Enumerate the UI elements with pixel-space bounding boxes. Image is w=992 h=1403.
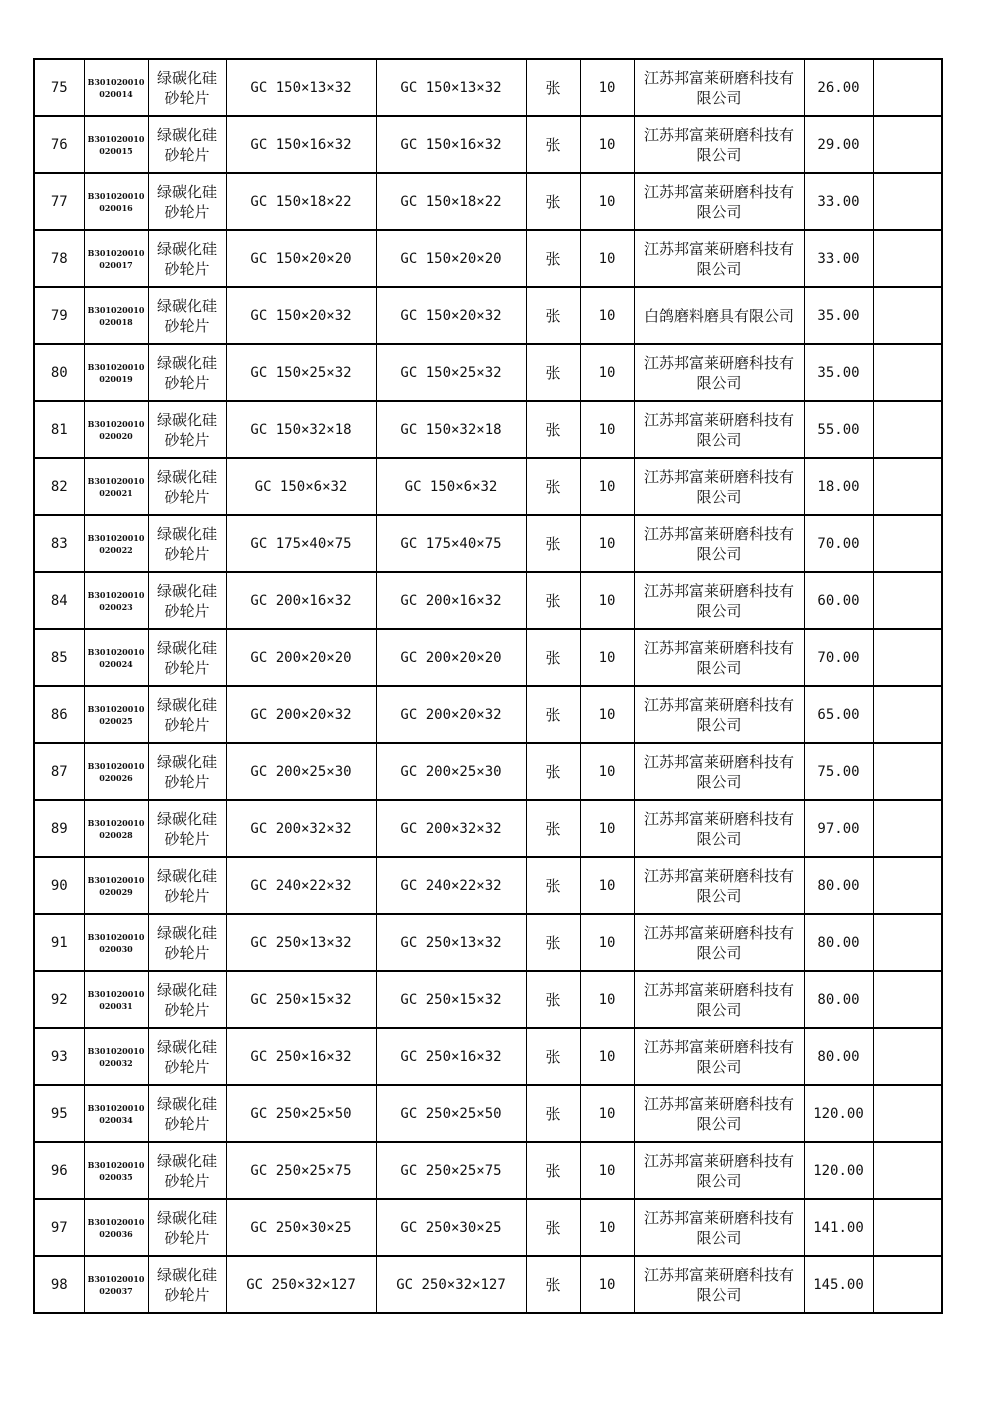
item-code-cell: B301020010020035 — [84, 1142, 148, 1199]
row-number-cell: 79 — [34, 287, 84, 344]
note-cell — [873, 287, 942, 344]
table-row — [34, 59, 942, 116]
table-row — [34, 572, 942, 629]
row-number-cell: 87 — [34, 743, 84, 800]
item-name-cell: 绿碳化硅砂轮片 — [148, 59, 226, 116]
row-number-cell: 77 — [34, 173, 84, 230]
item-name-cell: 绿碳化硅砂轮片 — [148, 173, 226, 230]
model-cell: GC 150×13×32 — [376, 59, 526, 116]
unit-cell: 张 — [526, 686, 580, 743]
unit-cell: 张 — [526, 572, 580, 629]
spec-cell: GC 250×15×32 — [226, 971, 376, 1028]
spec-cell: GC 150×16×32 — [226, 116, 376, 173]
table-row — [34, 857, 942, 914]
spec-cell: GC 200×32×32 — [226, 800, 376, 857]
unit-cell: 张 — [526, 116, 580, 173]
model-cell: GC 250×32×127 — [376, 1256, 526, 1313]
quantity-cell: 10 — [580, 800, 634, 857]
spec-cell: GC 200×25×30 — [226, 743, 376, 800]
note-cell — [873, 116, 942, 173]
spec-cell: GC 150×20×20 — [226, 230, 376, 287]
model-cell: GC 250×15×32 — [376, 971, 526, 1028]
note-cell — [873, 971, 942, 1028]
row-number-cell: 92 — [34, 971, 84, 1028]
vendor-cell: 江苏邦富莱研磨科技有限公司 — [634, 1256, 804, 1313]
note-cell — [873, 1256, 942, 1313]
table-row — [34, 287, 942, 344]
item-code-cell: B301020010020014 — [84, 59, 148, 116]
quantity-cell: 10 — [580, 971, 634, 1028]
price-cell: 60.00 — [804, 572, 873, 629]
item-name-cell: 绿碳化硅砂轮片 — [148, 287, 226, 344]
unit-cell: 张 — [526, 59, 580, 116]
table-row — [34, 116, 942, 173]
model-cell: GC 200×20×20 — [376, 629, 526, 686]
table-row — [34, 173, 942, 230]
item-code-cell: B301020010020026 — [84, 743, 148, 800]
model-cell: GC 250×13×32 — [376, 914, 526, 971]
item-name-cell: 绿碳化硅砂轮片 — [148, 230, 226, 287]
vendor-cell: 江苏邦富莱研磨科技有限公司 — [634, 971, 804, 1028]
table-row — [34, 629, 942, 686]
price-cell: 65.00 — [804, 686, 873, 743]
row-number-cell: 84 — [34, 572, 84, 629]
unit-cell: 张 — [526, 1199, 580, 1256]
item-code-cell: B301020010020034 — [84, 1085, 148, 1142]
unit-cell: 张 — [526, 800, 580, 857]
unit-cell: 张 — [526, 1028, 580, 1085]
note-cell — [873, 1085, 942, 1142]
price-cell: 145.00 — [804, 1256, 873, 1313]
model-cell: GC 200×20×32 — [376, 686, 526, 743]
note-cell — [873, 401, 942, 458]
item-name-cell: 绿碳化硅砂轮片 — [148, 686, 226, 743]
item-code-cell: B301020010020024 — [84, 629, 148, 686]
model-cell: GC 200×32×32 — [376, 800, 526, 857]
vendor-cell: 江苏邦富莱研磨科技有限公司 — [634, 116, 804, 173]
vendor-cell: 江苏邦富莱研磨科技有限公司 — [634, 1085, 804, 1142]
vendor-cell: 江苏邦富莱研磨科技有限公司 — [634, 59, 804, 116]
note-cell — [873, 1028, 942, 1085]
table-row — [34, 344, 942, 401]
model-cell: GC 250×25×75 — [376, 1142, 526, 1199]
vendor-cell: 江苏邦富莱研磨科技有限公司 — [634, 230, 804, 287]
vendor-cell: 江苏邦富莱研磨科技有限公司 — [634, 572, 804, 629]
spec-cell: GC 150×13×32 — [226, 59, 376, 116]
vendor-cell: 江苏邦富莱研磨科技有限公司 — [634, 173, 804, 230]
quantity-cell: 10 — [580, 1199, 634, 1256]
note-cell — [873, 59, 942, 116]
row-number-cell: 86 — [34, 686, 84, 743]
item-name-cell: 绿碳化硅砂轮片 — [148, 458, 226, 515]
item-code-cell: B301020010020025 — [84, 686, 148, 743]
note-cell — [873, 458, 942, 515]
item-name-cell: 绿碳化硅砂轮片 — [148, 971, 226, 1028]
table-row — [34, 515, 942, 572]
note-cell — [873, 515, 942, 572]
vendor-cell: 江苏邦富莱研磨科技有限公司 — [634, 1142, 804, 1199]
price-cell: 141.00 — [804, 1199, 873, 1256]
vendor-cell: 江苏邦富莱研磨科技有限公司 — [634, 458, 804, 515]
unit-cell: 张 — [526, 743, 580, 800]
vendor-cell: 江苏邦富莱研磨科技有限公司 — [634, 857, 804, 914]
price-cell: 18.00 — [804, 458, 873, 515]
quantity-cell: 10 — [580, 458, 634, 515]
table-row — [34, 1142, 942, 1199]
item-code-cell: B301020010020036 — [84, 1199, 148, 1256]
vendor-cell: 江苏邦富莱研磨科技有限公司 — [634, 1028, 804, 1085]
price-cell: 70.00 — [804, 515, 873, 572]
price-cell: 75.00 — [804, 743, 873, 800]
table-row — [34, 1085, 942, 1142]
unit-cell: 张 — [526, 857, 580, 914]
model-cell: GC 175×40×75 — [376, 515, 526, 572]
vendor-cell: 江苏邦富莱研磨科技有限公司 — [634, 515, 804, 572]
row-number-cell: 93 — [34, 1028, 84, 1085]
table-row — [34, 458, 942, 515]
item-name-cell: 绿碳化硅砂轮片 — [148, 914, 226, 971]
row-number-cell: 83 — [34, 515, 84, 572]
quantity-cell: 10 — [580, 59, 634, 116]
spec-cell: GC 250×25×50 — [226, 1085, 376, 1142]
row-number-cell: 85 — [34, 629, 84, 686]
vendor-cell: 白鸽磨料磨具有限公司 — [634, 287, 804, 344]
note-cell — [873, 914, 942, 971]
price-cell: 26.00 — [804, 59, 873, 116]
spec-cell: GC 150×32×18 — [226, 401, 376, 458]
price-table — [33, 58, 943, 1314]
quantity-cell: 10 — [580, 401, 634, 458]
model-cell: GC 250×25×50 — [376, 1085, 526, 1142]
price-cell: 70.00 — [804, 629, 873, 686]
unit-cell: 张 — [526, 971, 580, 1028]
unit-cell: 张 — [526, 458, 580, 515]
unit-cell: 张 — [526, 629, 580, 686]
item-name-cell: 绿碳化硅砂轮片 — [148, 116, 226, 173]
quantity-cell: 10 — [580, 116, 634, 173]
item-name-cell: 绿碳化硅砂轮片 — [148, 344, 226, 401]
spec-cell: GC 250×25×75 — [226, 1142, 376, 1199]
quantity-cell: 10 — [580, 1028, 634, 1085]
item-name-cell: 绿碳化硅砂轮片 — [148, 1028, 226, 1085]
quantity-cell: 10 — [580, 686, 634, 743]
row-number-cell: 82 — [34, 458, 84, 515]
spec-cell: GC 150×25×32 — [226, 344, 376, 401]
price-cell: 29.00 — [804, 116, 873, 173]
unit-cell: 张 — [526, 515, 580, 572]
spec-cell: GC 200×20×32 — [226, 686, 376, 743]
table-row — [34, 230, 942, 287]
quantity-cell: 10 — [580, 173, 634, 230]
table-row — [34, 401, 942, 458]
item-name-cell: 绿碳化硅砂轮片 — [148, 857, 226, 914]
table-row — [34, 1028, 942, 1085]
spec-cell: GC 150×20×32 — [226, 287, 376, 344]
row-number-cell: 97 — [34, 1199, 84, 1256]
vendor-cell: 江苏邦富莱研磨科技有限公司 — [634, 401, 804, 458]
note-cell — [873, 629, 942, 686]
quantity-cell: 10 — [580, 1256, 634, 1313]
spec-cell: GC 250×30×25 — [226, 1199, 376, 1256]
item-code-cell: B301020010020017 — [84, 230, 148, 287]
quantity-cell: 10 — [580, 230, 634, 287]
note-cell — [873, 857, 942, 914]
unit-cell: 张 — [526, 287, 580, 344]
model-cell: GC 150×18×22 — [376, 173, 526, 230]
price-cell: 33.00 — [804, 230, 873, 287]
vendor-cell: 江苏邦富莱研磨科技有限公司 — [634, 743, 804, 800]
model-cell: GC 150×32×18 — [376, 401, 526, 458]
vendor-cell: 江苏邦富莱研磨科技有限公司 — [634, 686, 804, 743]
row-number-cell: 76 — [34, 116, 84, 173]
model-cell: GC 200×25×30 — [376, 743, 526, 800]
model-cell: GC 150×20×32 — [376, 287, 526, 344]
table-row — [34, 743, 942, 800]
unit-cell: 张 — [526, 1085, 580, 1142]
item-code-cell: B301020010020028 — [84, 800, 148, 857]
row-number-cell: 91 — [34, 914, 84, 971]
item-code-cell: B301020010020019 — [84, 344, 148, 401]
price-cell: 55.00 — [804, 401, 873, 458]
note-cell — [873, 800, 942, 857]
quantity-cell: 10 — [580, 743, 634, 800]
table-row — [34, 800, 942, 857]
note-cell — [873, 572, 942, 629]
vendor-cell: 江苏邦富莱研磨科技有限公司 — [634, 1199, 804, 1256]
model-cell: GC 250×30×25 — [376, 1199, 526, 1256]
item-name-cell: 绿碳化硅砂轮片 — [148, 401, 226, 458]
spec-cell: GC 250×13×32 — [226, 914, 376, 971]
row-number-cell: 80 — [34, 344, 84, 401]
item-name-cell: 绿碳化硅砂轮片 — [148, 1256, 226, 1313]
vendor-cell: 江苏邦富莱研磨科技有限公司 — [634, 914, 804, 971]
model-cell: GC 150×16×32 — [376, 116, 526, 173]
item-code-cell: B301020010020029 — [84, 857, 148, 914]
vendor-cell: 江苏邦富莱研磨科技有限公司 — [634, 629, 804, 686]
note-cell — [873, 173, 942, 230]
table-row — [34, 1256, 942, 1313]
table-row — [34, 971, 942, 1028]
note-cell — [873, 344, 942, 401]
quantity-cell: 10 — [580, 914, 634, 971]
item-code-cell: B301020010020030 — [84, 914, 148, 971]
item-code-cell: B301020010020016 — [84, 173, 148, 230]
spec-cell: GC 250×16×32 — [226, 1028, 376, 1085]
quantity-cell: 10 — [580, 629, 634, 686]
row-number-cell: 78 — [34, 230, 84, 287]
model-cell: GC 150×20×20 — [376, 230, 526, 287]
quantity-cell: 10 — [580, 344, 634, 401]
quantity-cell: 10 — [580, 857, 634, 914]
item-name-cell: 绿碳化硅砂轮片 — [148, 743, 226, 800]
unit-cell: 张 — [526, 230, 580, 287]
item-name-cell: 绿碳化硅砂轮片 — [148, 1199, 226, 1256]
price-cell: 80.00 — [804, 857, 873, 914]
unit-cell: 张 — [526, 1142, 580, 1199]
vendor-cell: 江苏邦富莱研磨科技有限公司 — [634, 800, 804, 857]
unit-cell: 张 — [526, 173, 580, 230]
spec-cell: GC 200×20×20 — [226, 629, 376, 686]
unit-cell: 张 — [526, 344, 580, 401]
price-cell: 120.00 — [804, 1085, 873, 1142]
item-name-cell: 绿碳化硅砂轮片 — [148, 1142, 226, 1199]
item-code-cell: B301020010020021 — [84, 458, 148, 515]
row-number-cell: 90 — [34, 857, 84, 914]
item-name-cell: 绿碳化硅砂轮片 — [148, 629, 226, 686]
price-cell: 35.00 — [804, 344, 873, 401]
note-cell — [873, 743, 942, 800]
spec-cell: GC 150×6×32 — [226, 458, 376, 515]
vendor-cell: 江苏邦富莱研磨科技有限公司 — [634, 344, 804, 401]
item-code-cell: B301020010020018 — [84, 287, 148, 344]
unit-cell: 张 — [526, 914, 580, 971]
item-name-cell: 绿碳化硅砂轮片 — [148, 515, 226, 572]
item-code-cell: B301020010020020 — [84, 401, 148, 458]
price-cell: 80.00 — [804, 1028, 873, 1085]
row-number-cell: 75 — [34, 59, 84, 116]
item-name-cell: 绿碳化硅砂轮片 — [148, 800, 226, 857]
quantity-cell: 10 — [580, 572, 634, 629]
spec-cell: GC 200×16×32 — [226, 572, 376, 629]
spec-cell: GC 240×22×32 — [226, 857, 376, 914]
spec-cell: GC 150×18×22 — [226, 173, 376, 230]
item-code-cell: B301020010020023 — [84, 572, 148, 629]
row-number-cell: 95 — [34, 1085, 84, 1142]
spec-cell: GC 175×40×75 — [226, 515, 376, 572]
model-cell: GC 150×6×32 — [376, 458, 526, 515]
model-cell: GC 250×16×32 — [376, 1028, 526, 1085]
model-cell: GC 150×25×32 — [376, 344, 526, 401]
item-name-cell: 绿碳化硅砂轮片 — [148, 1085, 226, 1142]
model-cell: GC 240×22×32 — [376, 857, 526, 914]
item-name-cell: 绿碳化硅砂轮片 — [148, 572, 226, 629]
note-cell — [873, 230, 942, 287]
table-row — [34, 914, 942, 971]
row-number-cell: 96 — [34, 1142, 84, 1199]
price-cell: 80.00 — [804, 971, 873, 1028]
note-cell — [873, 686, 942, 743]
note-cell — [873, 1142, 942, 1199]
row-number-cell: 89 — [34, 800, 84, 857]
quantity-cell: 10 — [580, 515, 634, 572]
table-row — [34, 686, 942, 743]
note-cell — [873, 1199, 942, 1256]
price-cell: 35.00 — [804, 287, 873, 344]
item-code-cell: B301020010020032 — [84, 1028, 148, 1085]
spec-cell: GC 250×32×127 — [226, 1256, 376, 1313]
price-cell: 80.00 — [804, 914, 873, 971]
row-number-cell: 81 — [34, 401, 84, 458]
price-cell: 97.00 — [804, 800, 873, 857]
unit-cell: 张 — [526, 401, 580, 458]
quantity-cell: 10 — [580, 1085, 634, 1142]
item-code-cell: B301020010020022 — [84, 515, 148, 572]
quantity-cell: 10 — [580, 1142, 634, 1199]
price-cell: 33.00 — [804, 173, 873, 230]
item-code-cell: B301020010020031 — [84, 971, 148, 1028]
table-row — [34, 1199, 942, 1256]
quantity-cell: 10 — [580, 287, 634, 344]
price-cell: 120.00 — [804, 1142, 873, 1199]
item-code-cell: B301020010020037 — [84, 1256, 148, 1313]
unit-cell: 张 — [526, 1256, 580, 1313]
model-cell: GC 200×16×32 — [376, 572, 526, 629]
row-number-cell: 98 — [34, 1256, 84, 1313]
item-code-cell: B301020010020015 — [84, 116, 148, 173]
